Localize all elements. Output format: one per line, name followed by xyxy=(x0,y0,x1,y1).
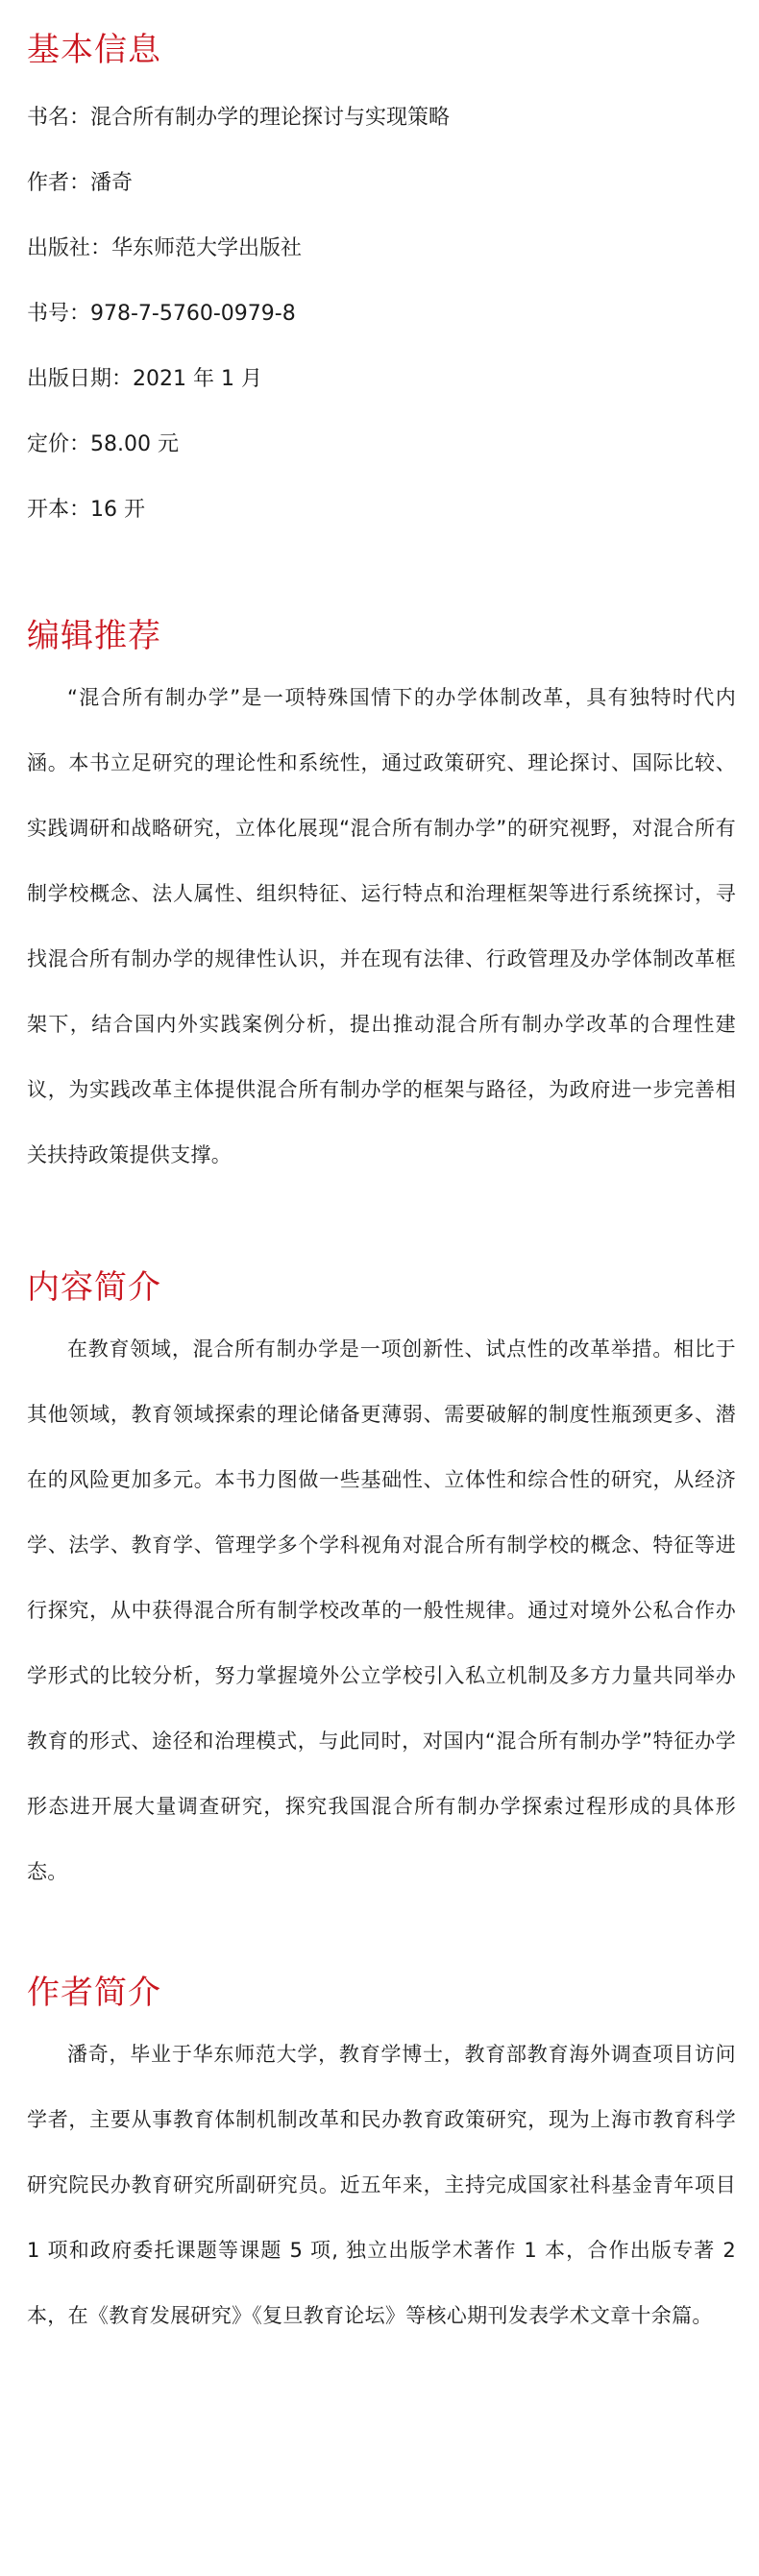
format-line: 开本：16 开 xyxy=(27,498,145,522)
isbn-line: 书号：978-7-5760-0979-8 xyxy=(27,302,296,326)
basic-info-section xyxy=(27,29,736,528)
recommendation-text: “混合所有制办学”是一项特殊国情下的办学体制改革，具有独特时代内涵。本书立足研究的理论性和系统性，通过政策研究、理论探讨、国际比较、实践调研和战略研究，立体化展现“混合所有制办学”的研究视野，对混合所有制学校概念、法人属性、组织特征、运行特点和治理框架等进行系统探讨，寻找混合所有制办学的规律性认识，并在现有法律、行政管理及办学体制改革框架下，结合国内外实践案例分析，提出推动混合所有制办学改革的合理性建议，为实践改革主体提供混合所有制办学的框架与路径，为政府进一步完善相关扶持政策提供支撑。 xyxy=(27,686,736,1166)
recommendation-section xyxy=(27,615,736,1188)
author-line: 作者：潘奇 xyxy=(27,171,134,195)
price-line: 定价：58.00 元 xyxy=(27,432,179,456)
summary-text: 在教育领域，混合所有制办学是一项创新性、试点性的改革举措。相比于其他领域，教育领域探索的理论储备更薄弱、需要破解的制度性瓶颈更多、潜在的风险更加多元。本书力图做一些基础性、立体性和综合性的研究，从经济学、法学、教育学、管理学多个学科视角对混合所有制学校的概念、特征等进行探究，从中获得混合所有制学校改革的一般性规律。通过对境外公私合作办学形式的比较分析，努力掌握境外公立学校引入私立机制及多方力量共同举办教育的形式、途径和治理模式，与此同时，对国内“混合所有制办学”特征办学形态进开展大量调查研究，探究我国混合所有制办学探索过程形成的具体形态。 xyxy=(27,1337,736,1883)
author-section xyxy=(27,1972,736,2348)
summary-section xyxy=(27,1266,736,1904)
summary-title: 内容简介 xyxy=(27,1268,161,1307)
publisher-line: 出版社：华东师范大学出版社 xyxy=(27,236,303,260)
recommendation-title: 编辑推荐 xyxy=(27,617,161,655)
book-name-line: 书名：混合所有制办学的理论探讨与实现策略 xyxy=(27,106,451,130)
basic-info-title: 基本信息 xyxy=(27,31,161,69)
author-title: 作者简介 xyxy=(27,1974,161,2012)
author-text: 潘奇，毕业于华东师范大学，教育学博士，教育部教育海外调查项目访问学者，主要从事教育体制机制改革和民办教育政策研究，现为上海市教育科学研究院民办教育研究所副研究员。近五年来，主持完成国家社科基金青年项目 1 项和政府委托课题等课题 5 项, 独立出版学术著作 1 本，合作出版专著 2 本，在《教育发展研究》《复旦教育论坛》等核心期刊发表学术文章十余篇。 xyxy=(27,2043,736,2327)
publish-date-line: 出版日期：2021 年 1 月 xyxy=(27,367,262,391)
